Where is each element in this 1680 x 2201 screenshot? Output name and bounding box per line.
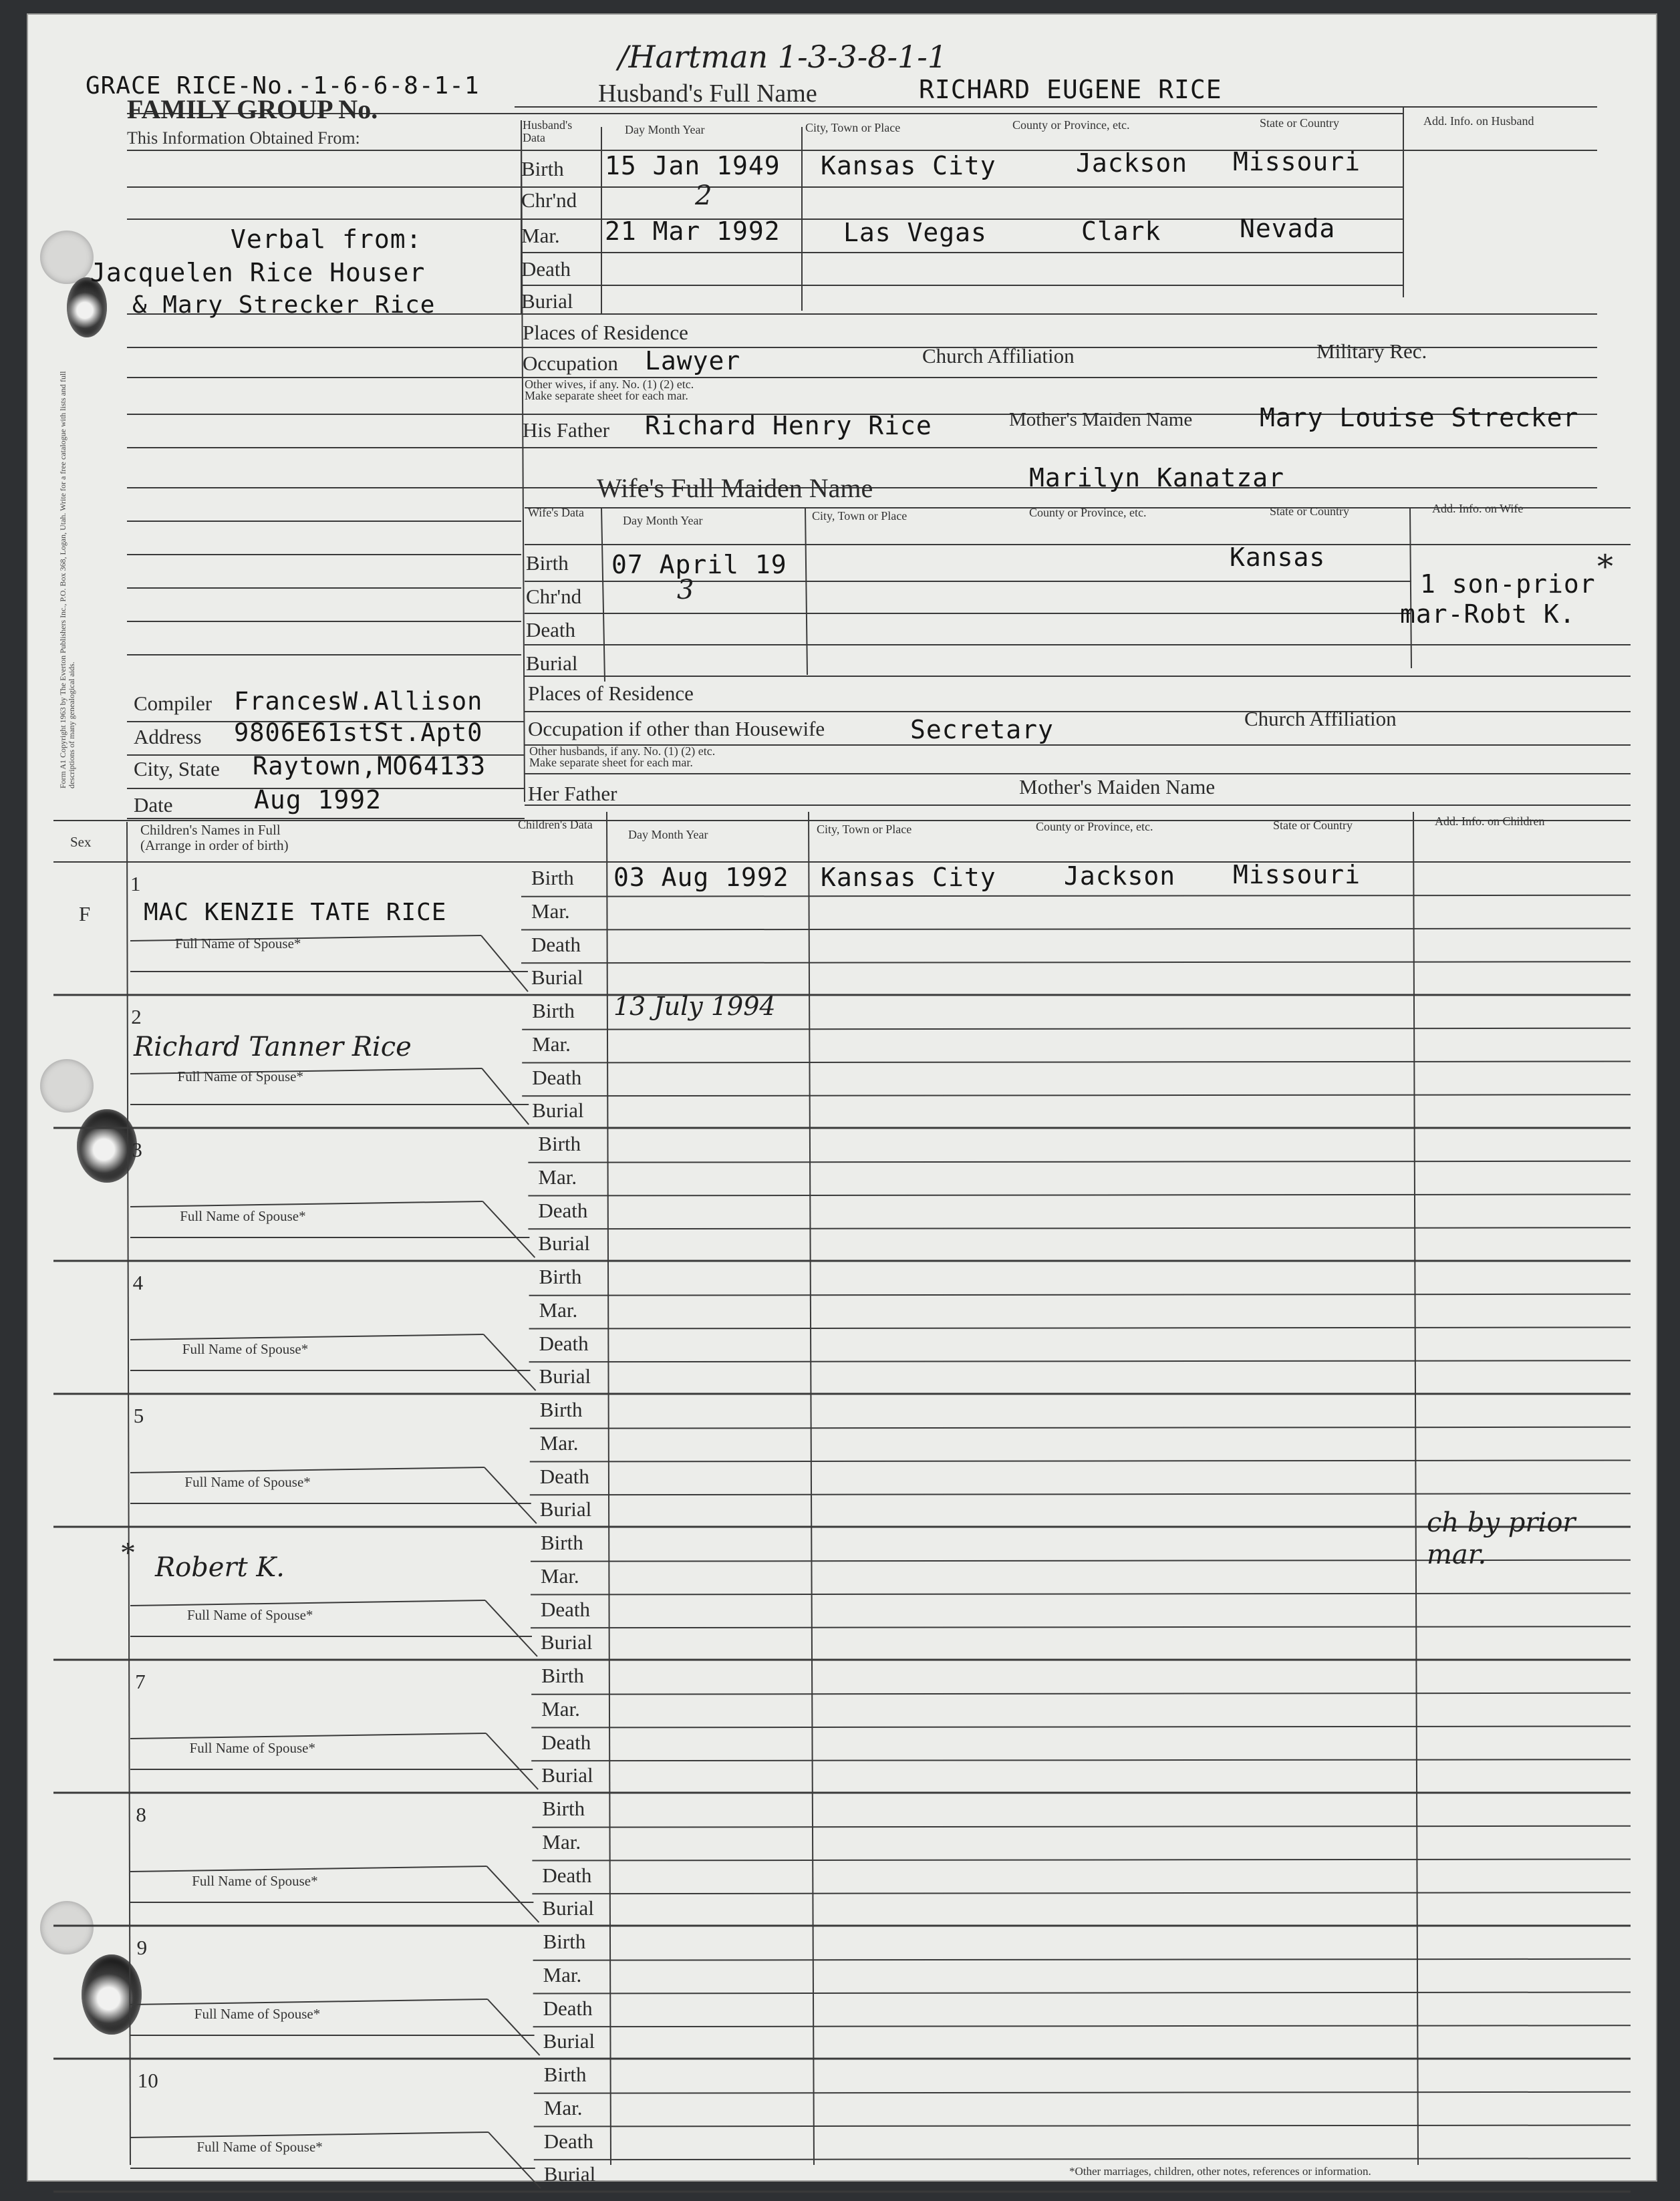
child-8-death-label: Death [542, 1863, 592, 1887]
child-4-burial-label: Burial [539, 1364, 591, 1388]
other-husbands-line-2: Make separate sheet for each mar. [529, 756, 693, 769]
county-header: County or Province, etc. [1012, 118, 1130, 132]
husband-birth-label: Birth [521, 157, 564, 180]
child-7-birth-label: Birth [541, 1664, 584, 1687]
child-10-burial-label: Burial [543, 2162, 596, 2186]
child-7-number: 7 [135, 1670, 146, 1693]
date-value: Aug 1992 [254, 785, 382, 815]
child-2-death-label: Death [532, 1065, 582, 1089]
children-city-header: City, Town or Place [817, 823, 912, 836]
other-wives-line-2: Make separate sheet for each mar. [525, 389, 688, 402]
child-1-name: MAC KENZIE TATE RICE [144, 899, 447, 926]
children-county-header: County or Province, etc. [1036, 820, 1153, 833]
wife-occupation-label: Occupation if other than Housewife [528, 717, 825, 740]
husband-occupation: Lawyer [645, 346, 741, 376]
child-2-birth-label: Birth [532, 999, 575, 1022]
wife-chrnd-label: Chr'nd [526, 585, 582, 608]
wife-residence-label: Places of Residence [528, 682, 694, 705]
wife-name: Marilyn Kanatzar [1029, 463, 1285, 492]
husband-name: RICHARD EUGENE RICE [919, 75, 1222, 104]
her-mother-label: Mother's Maiden Name [1019, 775, 1216, 798]
child-9-mar-label: Mar. [543, 1962, 582, 1987]
husband-mar-city: Las Vegas [843, 218, 987, 247]
city-header: City, Town or Place [805, 121, 901, 134]
child-6-add-info: ch by prior mar. [1427, 1507, 1576, 1570]
handwritten-number: /Hartman 1-3-3-8-1-1 [618, 39, 948, 75]
wife-birth-state: Kansas [1230, 543, 1326, 572]
wife-add-info-star: * [1597, 548, 1613, 585]
child-2-burial-label: Burial [532, 1098, 584, 1123]
wife-birth-label: Birth [526, 551, 569, 575]
wife-dmy-header: Day Month Year [623, 514, 703, 527]
husband-birth-state: Missouri [1233, 147, 1361, 176]
child-10-mar-label: Mar. [543, 2095, 583, 2119]
husband-occupation-label: Occupation [523, 351, 618, 375]
child-6-death-label: Death [541, 1597, 591, 1621]
state-header: State or Country [1260, 116, 1339, 130]
child-1-spouse-label: Full Name of Spouse* [175, 935, 301, 951]
child-9-death-label: Death [543, 1996, 593, 2020]
husband-chrnd-date: 2 [695, 180, 712, 211]
husbands-data-header: Husband's Data [523, 118, 573, 144]
wife-add-info-2: mar-Robt K. [1400, 599, 1576, 629]
his-mother-label: Mother's Maiden Name [1009, 409, 1193, 430]
children-names-header: Children's Names in Full [140, 822, 281, 838]
child-8-burial-label: Burial [542, 1896, 594, 1920]
copyright-notice: Form A1 Copyright 1963 by The Everton Publishers Inc., P.O. Box 368, Logan, Utah. Write for a free catalogue with lists and full descriptions of many genealogical aids. [58, 371, 76, 788]
husband-mar-county: Clark [1081, 216, 1161, 246]
husband-birth-date: 15 Jan 1949 [605, 151, 781, 180]
add-info-wife-header: Add. Info. on Wife [1432, 502, 1524, 515]
child-3-death-label: Death [538, 1198, 588, 1222]
his-father-label: His Father [523, 418, 610, 442]
wife-name-label: Wife's Full Maiden Name [597, 473, 873, 503]
child-2-birth-date: 13 July 1994 [613, 992, 776, 1021]
child-2-name: Richard Tanner Rice [134, 1032, 412, 1062]
child-6-name: Robert K. [155, 1552, 285, 1583]
child-1-sex: F [79, 902, 91, 925]
city-state-value: Raytown,MO64133 [253, 752, 486, 780]
info-source-line-3: & Mary Strecker Rice [132, 291, 436, 319]
child-3-spouse-label: Full Name of Spouse* [180, 1208, 306, 1224]
child-8-birth-label: Birth [542, 1797, 585, 1820]
info-source-line-2: Jacquelen Rice Houser [90, 258, 426, 287]
address-value: 9806E61stSt.Apt0 [234, 718, 483, 747]
child-5-mar-label: Mar. [539, 1431, 579, 1455]
wife-city-header: City, Town or Place [812, 509, 907, 523]
his-father: Richard Henry Rice [645, 411, 932, 440]
child-5-burial-label: Burial [539, 1497, 592, 1521]
child-4-number: 4 [132, 1271, 144, 1294]
wife-add-info-1: 1 son-prior [1420, 569, 1596, 599]
child-9-spouse-label: Full Name of Spouse* [194, 2006, 321, 2022]
his-mother: Mary Louise Strecker [1260, 403, 1579, 432]
add-info-children-header: Add. Info. on Children [1435, 815, 1545, 828]
child-10-number: 10 [137, 2069, 158, 2092]
child-6-mar-label: Mar. [541, 1564, 579, 1588]
child-9-burial-label: Burial [543, 2029, 595, 2053]
husband-death-label: Death [521, 257, 571, 281]
wife-birth-date: 07 April 19 [611, 550, 787, 579]
husband-church-label: Church Affiliation [922, 344, 1075, 368]
other-husbands-line-1: Other husbands, if any. No. (1) (2) etc. [529, 744, 716, 758]
husband-mar-state: Nevada [1240, 214, 1336, 243]
her-father-label: Her Father [528, 782, 617, 805]
wife-occupation: Secretary [910, 715, 1054, 744]
child-7-mar-label: Mar. [541, 1697, 580, 1721]
sex-header: Sex [70, 834, 92, 850]
wifes-data-header: Wife's Data [528, 506, 584, 519]
husband-birth-city: Kansas City [821, 151, 996, 180]
wife-chrnd-date: 3 [677, 575, 694, 605]
child-10-death-label: Death [543, 2129, 593, 2153]
child-6-birth-label: Birth [541, 1531, 583, 1554]
city-state-label: City, State [134, 757, 220, 780]
child-1-number: 1 [130, 872, 141, 895]
child-4-spouse-label: Full Name of Spouse* [182, 1341, 309, 1357]
dmy-header: Day Month Year [625, 123, 705, 136]
child-6-burial-label: Burial [541, 1630, 593, 1654]
child-4-death-label: Death [539, 1331, 589, 1355]
child-7-spouse-label: Full Name of Spouse* [189, 1740, 315, 1756]
child-3-number: 3 [132, 1138, 142, 1161]
address-label: Address [134, 725, 202, 748]
husband-military-label: Military Rec. [1316, 339, 1427, 363]
child-8-mar-label: Mar. [542, 1829, 581, 1854]
child-1-burial-label: Burial [531, 966, 583, 990]
child-5-death-label: Death [539, 1464, 589, 1488]
child-5-birth-label: Birth [539, 1398, 583, 1421]
family-group-label: FAMILY GROUP No. [127, 94, 378, 124]
child-9-number: 9 [136, 1936, 148, 1959]
group-number: GRACE RICE-No.-1-6-6-8-1-1 [86, 72, 480, 100]
child-1-birth-date: 03 Aug 1992 [613, 863, 789, 892]
child-3-burial-label: Burial [538, 1231, 590, 1256]
wife-state-header: State or Country [1270, 504, 1349, 518]
children-state-header: State or Country [1273, 819, 1353, 832]
husband-burial-label: Burial [521, 289, 573, 313]
child-1-mar-label: Mar. [531, 899, 570, 923]
child-2-number: 2 [131, 1005, 142, 1028]
info-source-line-1: Verbal from: [231, 225, 422, 254]
wife-burial-label: Burial [526, 651, 578, 675]
children-dmy-header: Day Month Year [628, 828, 708, 841]
wife-church-label: Church Affiliation [1244, 707, 1397, 730]
add-info-husband-header: Add. Info. on Husband [1423, 114, 1534, 128]
husband-residence-label: Places of Residence [523, 321, 688, 344]
husband-birth-county: Jackson [1076, 148, 1188, 178]
child-7-death-label: Death [541, 1730, 591, 1754]
date-label: Date [134, 793, 173, 817]
child-2-mar-label: Mar. [532, 1032, 571, 1056]
child-6-number: * [120, 1535, 136, 1570]
child-9-birth-label: Birth [543, 1930, 586, 1953]
child-1-birth-city: Kansas City [821, 863, 996, 892]
husband-chrnd-label: Chr'nd [521, 188, 577, 212]
child-5-spouse-label: Full Name of Spouse* [184, 1474, 311, 1490]
info-obtained-label: This Information Obtained From: [127, 128, 360, 148]
child-1-birth-county: Jackson [1064, 861, 1176, 891]
other-wives-line-1: Other wives, if any. No. (1) (2) etc. [525, 378, 694, 391]
child-1-birth-state: Missouri [1233, 860, 1361, 889]
child-3-mar-label: Mar. [538, 1165, 577, 1189]
compiler-label: Compiler [134, 692, 213, 715]
children-names-sub-header: (Arrange in order of birth) [140, 837, 289, 853]
child-1-birth-label: Birth [531, 866, 574, 889]
child-2-spouse-label: Full Name of Spouse* [177, 1068, 303, 1084]
child-6-spouse-label: Full Name of Spouse* [187, 1607, 313, 1623]
child-3-birth-label: Birth [538, 1132, 581, 1155]
wife-death-label: Death [526, 618, 576, 641]
child-10-spouse-label: Full Name of Spouse* [196, 2139, 323, 2155]
child-1-death-label: Death [531, 932, 581, 956]
child-4-birth-label: Birth [539, 1265, 582, 1288]
husband-name-label: Husband's Full Name [598, 80, 817, 108]
childrens-data-header: Children's Data [518, 818, 593, 831]
child-8-number: 8 [136, 1803, 146, 1826]
child-8-spouse-label: Full Name of Spouse* [192, 1873, 318, 1889]
child-7-burial-label: Burial [541, 1763, 593, 1787]
child-4-mar-label: Mar. [539, 1298, 578, 1322]
husband-mar-date: 21 Mar 1992 [605, 216, 781, 246]
child-5-number: 5 [133, 1404, 144, 1427]
wife-county-header: County or Province, etc. [1029, 506, 1147, 519]
husband-mar-label: Mar. [521, 224, 560, 247]
compiler-value: FrancesW.Allison [234, 687, 483, 716]
footer-note: *Other marriages, children, other notes, references or information. [1069, 2165, 1371, 2178]
child-10-birth-label: Birth [543, 2063, 587, 2086]
